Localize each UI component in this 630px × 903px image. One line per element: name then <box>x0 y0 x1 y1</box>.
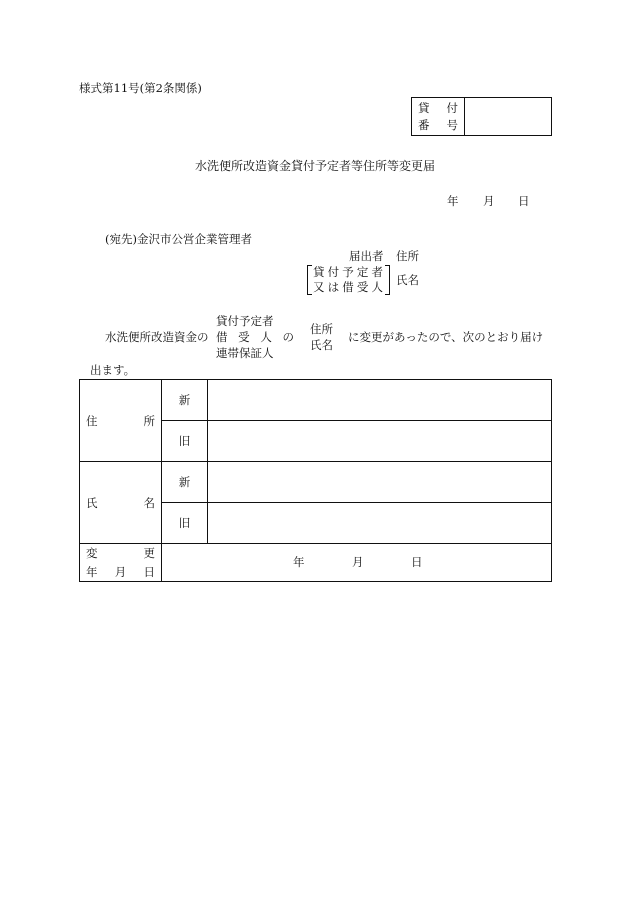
name-new-row <box>80 462 552 503</box>
date-month: 月 <box>483 194 495 208</box>
change-date-month: 月 <box>352 555 364 569</box>
name-new-label: 新 <box>162 462 208 503</box>
change-date-row <box>80 544 552 582</box>
role-line1: 貸 付 予 定 者 <box>313 265 383 279</box>
loan-number-divider <box>464 98 465 135</box>
statement-prefix: 水洗便所改造資金の <box>105 330 209 344</box>
role-bracket-right <box>385 265 390 295</box>
statement-field-name: 氏名 <box>310 338 333 352</box>
address-new-field[interactable] <box>208 380 552 421</box>
form-number: 様式第11号(第2条関係) <box>79 81 202 95</box>
change-date-label-line2: 年 月 日 <box>86 565 155 579</box>
change-date-field[interactable] <box>162 544 552 582</box>
loan-number-label-line1: 貸 付 <box>418 101 458 115</box>
date-year: 年 <box>447 194 459 208</box>
role-line2: 又 は 借 受 人 <box>313 280 383 294</box>
statement-option-2: 借 受 人 の <box>216 330 294 344</box>
loan-number-box <box>411 97 552 136</box>
statement-suffix: に変更があったので、次のとおり届け <box>348 330 544 344</box>
applicant-name-label: 氏名 <box>396 273 419 287</box>
statement-option-3: 連帯保証人 <box>216 346 274 360</box>
page-title: 水洗便所改造資金貸付予定者等住所等変更届 <box>194 159 435 173</box>
name-new-field[interactable] <box>208 462 552 503</box>
address-old-field[interactable] <box>208 421 552 462</box>
role-bracket-left <box>307 265 312 295</box>
address-new-label: 新 <box>162 380 208 421</box>
address-new-row <box>80 380 552 421</box>
statement-field-address: 住所 <box>310 322 333 336</box>
name-label-cell <box>80 462 162 544</box>
name-old-label: 旧 <box>162 503 208 544</box>
change-table <box>79 379 552 582</box>
address-label-cell <box>80 380 162 462</box>
statement-continuation: 出ます。 <box>90 363 136 377</box>
change-date-day: 日 <box>411 555 423 569</box>
change-date-label-line1: 変 更 <box>86 546 155 560</box>
address-old-label: 旧 <box>162 421 208 462</box>
loan-number-value[interactable] <box>466 99 550 134</box>
date-day: 日 <box>518 194 530 208</box>
name-label: 氏 名 <box>86 495 155 510</box>
applicant-label: 届出者 <box>349 249 384 263</box>
change-date-year: 年 <box>293 555 305 569</box>
addressee: (宛先)金沢市公営企業管理者 <box>105 232 252 246</box>
address-label: 住 所 <box>86 413 155 428</box>
statement-option-1: 貸付予定者 <box>216 314 274 328</box>
name-old-field[interactable] <box>208 503 552 544</box>
applicant-address-label: 住所 <box>396 249 419 263</box>
loan-number-label-line2: 番 号 <box>418 118 458 132</box>
change-date-label-cell <box>80 544 162 582</box>
